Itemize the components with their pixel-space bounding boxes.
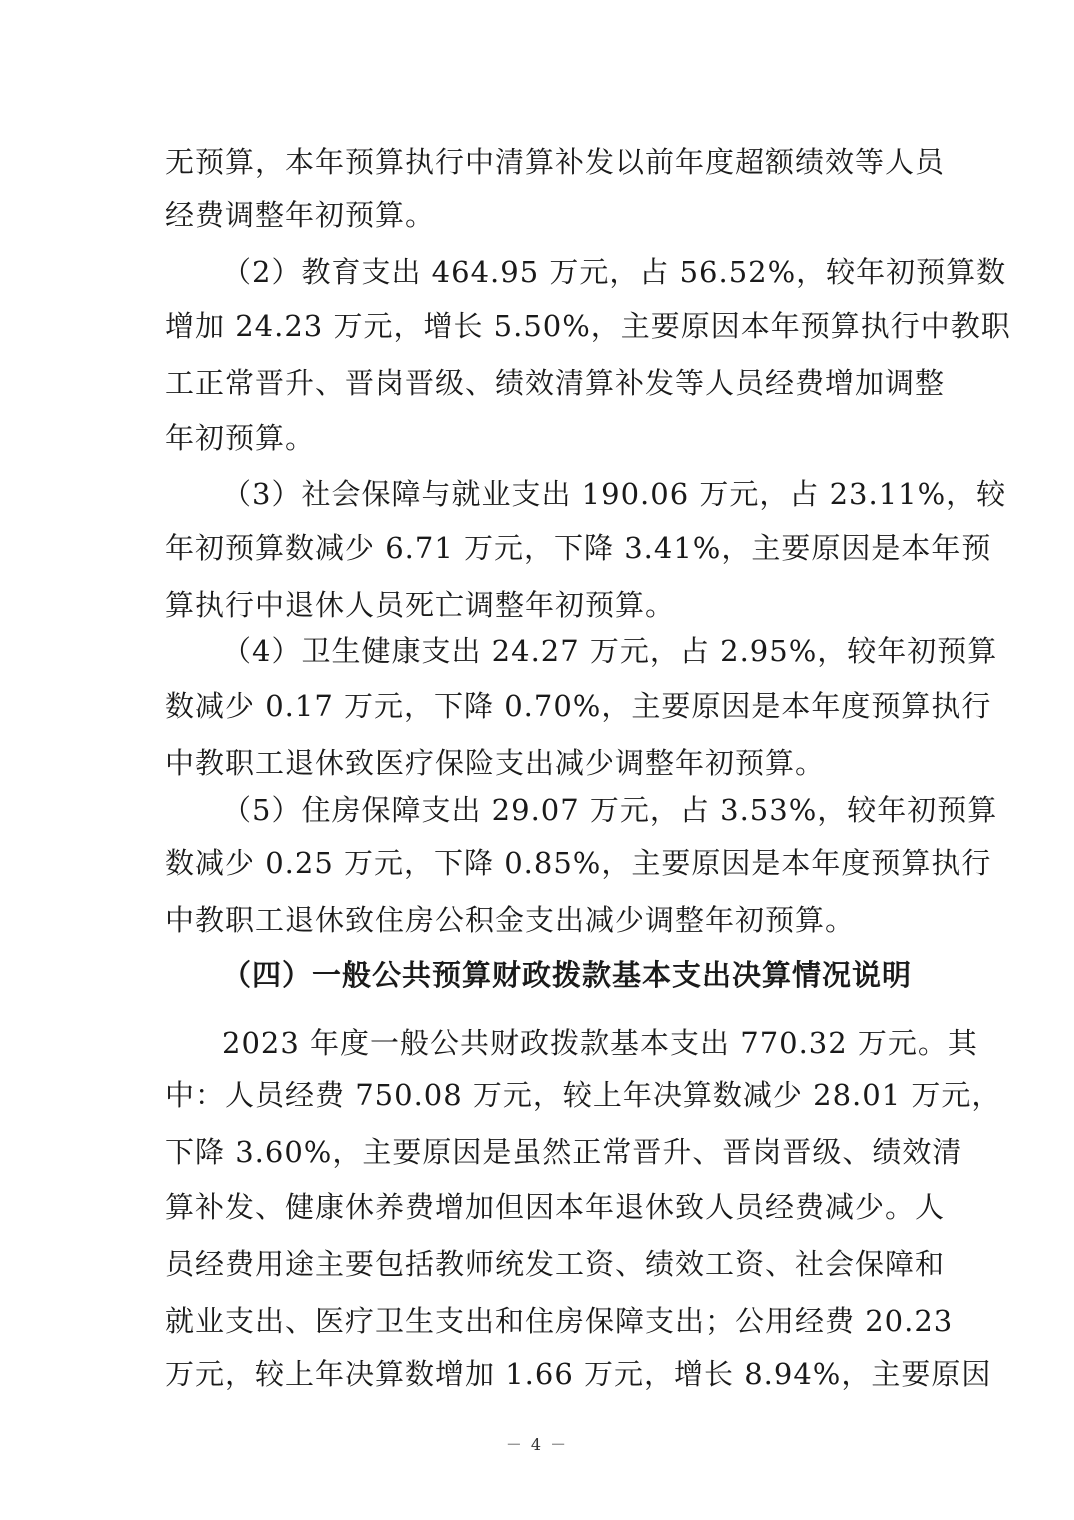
text-line: 年初预算。: [165, 421, 316, 455]
text-line: 算执行中退休人员死亡调整年初预算。: [165, 588, 676, 622]
text-line: （2）教育支出 464.95 万元，占 56.52%，较年初预算数: [222, 255, 1007, 289]
text-line: 数减少 0.17 万元，下降 0.70%，主要原因是本年度预算执行: [165, 689, 992, 723]
text-line: 下降 3.60%，主要原因是虽然正常晋升、晋岗晋级、绩效清: [165, 1135, 963, 1169]
text-line: 经费调整年初预算。: [165, 198, 436, 232]
text-line: 中教职工退休致医疗保险支出减少调整年初预算。: [165, 746, 826, 780]
text-line: 算补发、健康休养费增加但因本年退休致人员经费减少。人: [165, 1190, 946, 1224]
text-line: 万元，较上年决算数增加 1.66 万元，增长 8.94%，主要原因: [165, 1357, 992, 1391]
text-line: （5）住房保障支出 29.07 万元，占 3.53%，较年初预算: [222, 793, 998, 827]
text-line: 数减少 0.25 万元，下降 0.85%，主要原因是本年度预算执行: [165, 846, 992, 880]
text-line: 无预算，本年预算执行中清算补发以前年度超额绩效等人员: [165, 145, 946, 179]
text-line: 工正常晋升、晋岗晋级、绩效清算补发等人员经费增加调整: [165, 366, 946, 400]
text-line: 年初预算数减少 6.71 万元，下降 3.41%，主要原因是本年预: [165, 531, 992, 565]
text-line: 中：人员经费 750.08 万元，较上年决算数减少 28.01 万元，: [165, 1078, 1002, 1112]
text-line: 就业支出、医疗卫生支出和住房保障支出；公用经费 20.23: [165, 1304, 954, 1338]
text-line: （4）卫生健康支出 24.27 万元，占 2.95%，较年初预算: [222, 634, 998, 668]
text-line: 中教职工退休致住房公积金支出减少调整年初预算。: [165, 903, 856, 937]
page-number: － 4 －: [505, 1435, 569, 1454]
text-line: 增加 24.23 万元，增长 5.50%，主要原因本年预算执行中教职: [165, 309, 1011, 343]
text-line: （3）社会保障与就业支出 190.06 万元，占 23.11%，较: [222, 477, 1007, 511]
section-heading: （四）一般公共预算财政拨款基本支出决算情况说明: [222, 958, 913, 992]
text-line: 员经费用途主要包括教师统发工资、绩效工资、社会保障和: [165, 1247, 946, 1281]
text-line: 2023 年度一般公共财政拨款基本支出 770.32 万元。其: [222, 1026, 978, 1060]
